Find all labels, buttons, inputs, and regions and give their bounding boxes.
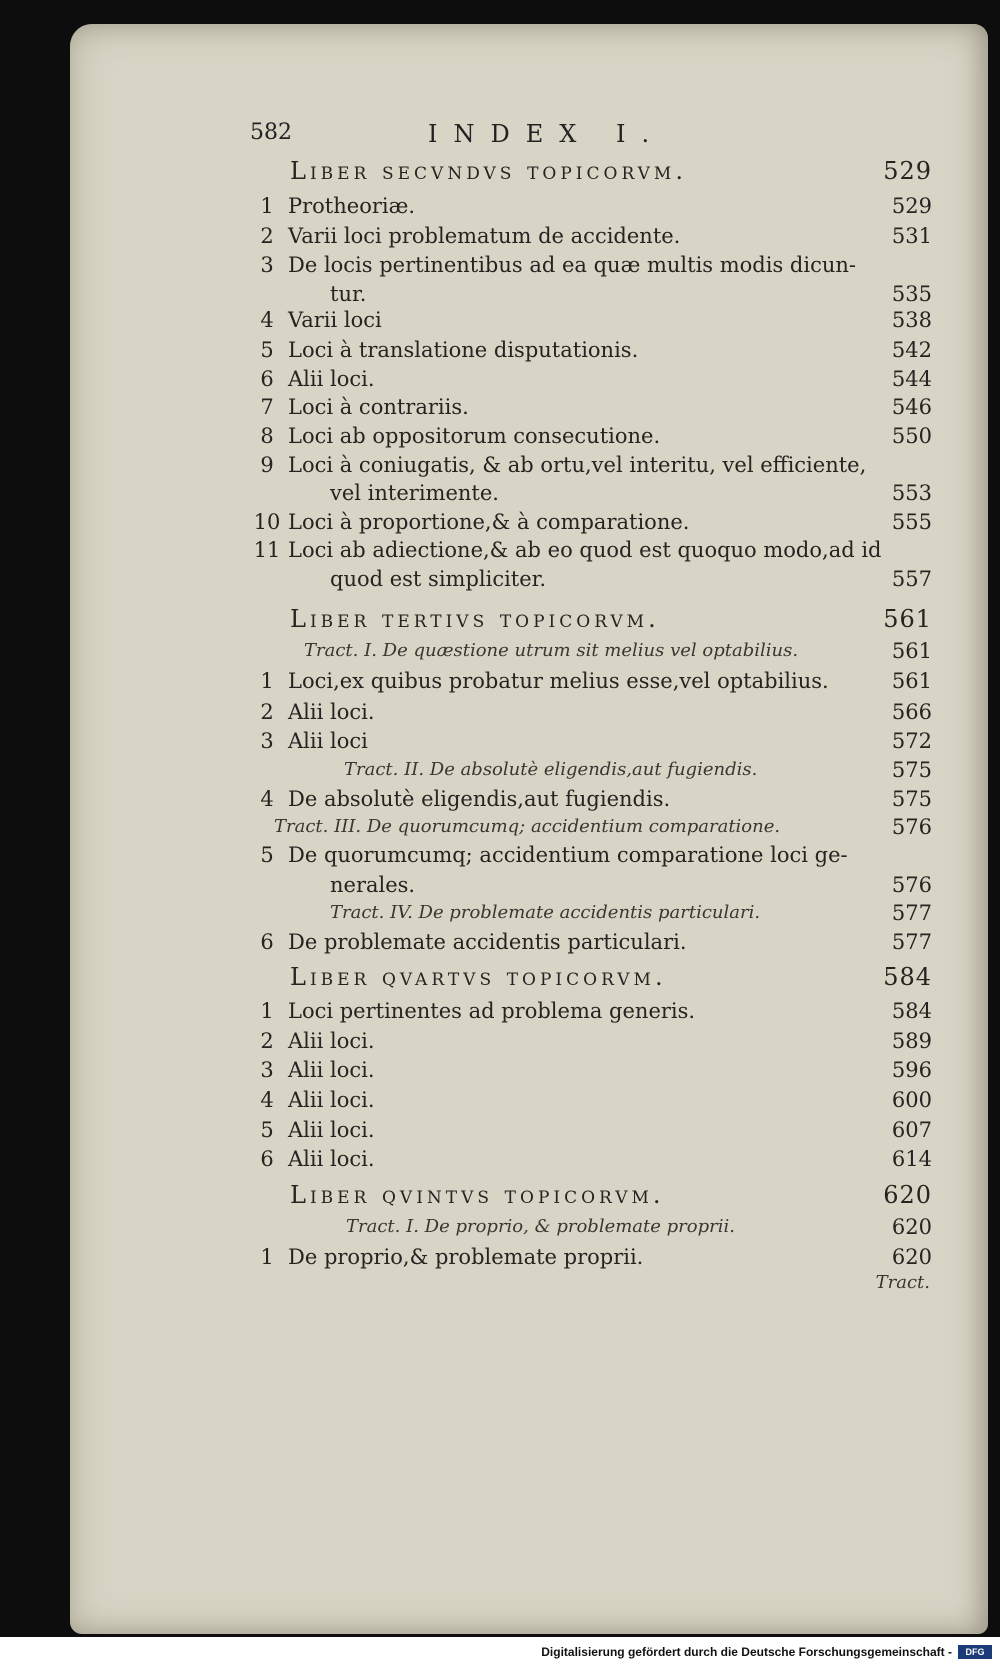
entry-number: 7 [260,395,274,419]
catchword-row [0,1268,1000,1298]
footer-credit: Digitalisierung gefördert durch die Deutsche Forschungsgemeinschaft - [541,1645,952,1659]
entry-text: De locis pertinentibus ad ea quæ multis modis dicun- [288,253,856,277]
dfg-logo-icon: DFG [958,1645,992,1659]
index-entry [0,535,1000,565]
index-entry [0,250,1000,280]
entry-text: Alii loci. [288,1118,375,1142]
entry-text: Liber qvintvs topicorvm. [290,1181,665,1209]
index-entry [0,507,1000,537]
catchword: Tract. [875,1272,930,1293]
index-entry [0,1055,1000,1085]
entry-text: nerales. [330,873,416,897]
entry-number: 1 [260,1245,274,1269]
page-ref: 576 [891,815,932,839]
page-ref: 575 [891,758,932,782]
page-number: 582 [250,120,292,145]
entry-text: Liber secvndvs topicorvm. [290,157,687,185]
page-ref: 584 [891,999,932,1023]
entry-number: 2 [260,700,274,724]
entry-number: 5 [260,843,274,867]
entry-number: 5 [260,1118,274,1142]
page-ref: 538 [891,308,932,332]
entry-text: Loci,ex quibus probatur melius esse,vel optabilius. [288,669,829,693]
entry-text: Loci à coniugatis, & ab ortu,vel interitu, vel efficiente, [288,453,867,477]
index-entry [0,1085,1000,1115]
page-ref: 555 [891,510,932,534]
page-ref: 529 [891,194,932,218]
entry-number: 5 [260,338,274,362]
entry-number: 11 [253,538,281,562]
index-entry [0,996,1000,1026]
page-ref: 577 [891,930,932,954]
page-ref: 561 [883,605,932,633]
book-heading [0,604,1000,634]
page-ref: 620 [891,1245,932,1269]
index-entry [0,564,1000,594]
index-entry [0,1115,1000,1145]
index-entry [0,392,1000,422]
entry-text: Loci à proportione,& à comparatione. [288,510,690,534]
page-ref: 546 [891,395,932,419]
entry-text: Varii loci [288,308,382,332]
entry-number: 1 [260,669,274,693]
index-entry [0,478,1000,508]
entry-text: Alii loci. [288,700,375,724]
page-ref: 584 [883,963,932,991]
index-entry [0,305,1000,335]
page-ref: 535 [891,282,932,306]
index-entry [0,364,1000,394]
entry-number: 2 [260,1029,274,1053]
page-ref: 561 [891,639,932,663]
entry-text: Alii loci. [288,367,375,391]
entry-number: 10 [253,510,281,534]
index-entry [0,666,1000,696]
entry-text: Alii loci [288,729,368,753]
page-ref: 607 [891,1118,932,1142]
entry-number: 4 [260,308,274,332]
entry-text: De proprio,& problemate proprii. [288,1245,644,1269]
page-ref: 531 [891,224,932,248]
entry-text: Tract. I. De quæstione utrum sit melius vel optabilius. [304,640,799,661]
entry-text: Tract. IV. De problemate accidentis particulari. [330,902,761,923]
index-entry [0,870,1000,900]
tract-heading [0,898,1000,928]
entry-text: Loci pertinentes ad problema generis. [288,999,696,1023]
tract-heading [0,636,1000,666]
entry-text: Loci à translatione disputationis. [288,338,639,362]
page-ref: 561 [891,669,932,693]
index-entry [0,191,1000,221]
entry-number: 2 [260,224,274,248]
entry-text: vel interimente. [330,481,499,505]
page-ref: 575 [891,787,932,811]
page-ref: 544 [891,367,932,391]
page-title: INDEX I. [428,120,666,148]
entry-number: 3 [260,1058,274,1082]
page-ref: 572 [891,729,932,753]
index-entry [0,1026,1000,1056]
entry-text: Alii loci. [288,1147,375,1171]
entry-text: Tract. III. De quorumcumq; accidentium comparatione. [274,816,781,837]
page-ref: 553 [891,481,932,505]
page-ref: 566 [891,700,932,724]
entry-text: Tract. I. De proprio, & problemate proprii. [346,1216,735,1237]
entry-text: Alii loci. [288,1088,375,1112]
index-entry [0,1144,1000,1174]
entry-number: 1 [260,999,274,1023]
entry-number: 3 [260,729,274,753]
entry-number: 8 [260,424,274,448]
entry-number: 6 [260,367,274,391]
entry-text: De quorumcumq; accidentium comparatione loci ge- [288,843,848,867]
page-ref: 600 [891,1088,932,1112]
tract-heading [0,755,1000,785]
entry-number: 3 [260,253,274,277]
entry-number: 1 [260,194,274,218]
tract-heading [0,812,1000,842]
entry-number: 6 [260,930,274,954]
entry-text: Protheoriæ. [288,194,416,218]
entry-text: quod est simpliciter. [330,567,547,591]
index-entry [0,726,1000,756]
index-entry [0,450,1000,480]
book-heading [0,1180,1000,1210]
index-entry [0,335,1000,365]
book-heading [0,962,1000,992]
entry-text: Loci ab oppositorum consecutione. [288,424,661,448]
entry-text: Varii loci problematum de accidente. [288,224,681,248]
index-entry [0,421,1000,451]
entry-text: Liber tertivs topicorvm. [290,605,660,633]
entry-text: Tract. II. De absolutè eligendis,aut fugiendis. [344,759,758,780]
entry-text: Liber qvartvs topicorvm. [290,963,667,991]
page-ref: 596 [891,1058,932,1082]
tract-heading [0,1212,1000,1242]
page-ref: 589 [891,1029,932,1053]
index-entry [0,784,1000,814]
page-ref: 620 [891,1215,932,1239]
page-ref: 614 [891,1147,932,1171]
digitization-footer [0,1637,1000,1667]
index-entry [0,697,1000,727]
page-ref: 577 [891,901,932,925]
page-ref: 557 [891,567,932,591]
page-ref: 550 [891,424,932,448]
entry-text: Alii loci. [288,1029,375,1053]
entry-number: 4 [260,1088,274,1112]
index-entry [0,840,1000,870]
entry-text: De problemate accidentis particulari. [288,930,687,954]
entry-number: 6 [260,1147,274,1171]
entry-text: De absolutè eligendis,aut fugiendis. [288,787,671,811]
page-ref: 529 [883,157,932,185]
index-entry [0,927,1000,957]
entry-text: Loci ab adiectione,& ab eo quod est quoquo modo,ad id [288,538,882,562]
entry-text: Alii loci. [288,1058,375,1082]
page-ref: 542 [891,338,932,362]
entry-number: 4 [260,787,274,811]
book-heading [0,156,1000,186]
entry-text: Loci à contrariis. [288,395,469,419]
page-ref: 620 [883,1181,932,1209]
page-ref: 576 [891,873,932,897]
entry-text: tur. [330,282,367,306]
entry-number: 9 [260,453,274,477]
index-entry [0,221,1000,251]
